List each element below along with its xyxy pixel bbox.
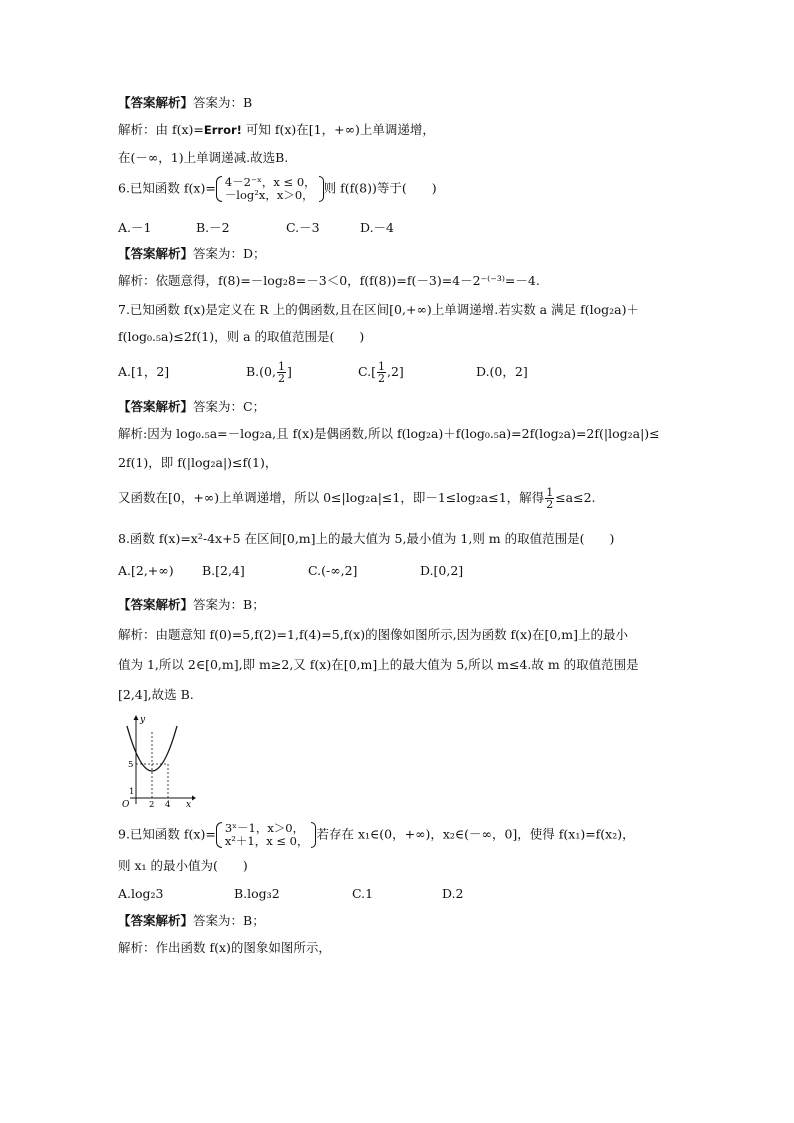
option-d: D.[0,2] xyxy=(420,563,464,578)
explanation-line: [2,4],故选 B. xyxy=(118,687,194,702)
option-b: B.[2,4] xyxy=(202,563,245,578)
question-text: 9.已知函数 f(x)= xyxy=(118,826,216,842)
option-a: A.[1，2] xyxy=(118,364,170,379)
option-c: C.－3 xyxy=(286,220,320,235)
piecewise-case: 4－2⁻ˣ，x ≤ 0， xyxy=(224,175,316,189)
answer-tag: 【答案解析】 xyxy=(118,597,194,612)
question-7-options xyxy=(118,361,528,384)
fraction-denominator: 2 xyxy=(546,498,554,511)
piecewise-function xyxy=(216,822,317,848)
fraction xyxy=(277,361,286,384)
option-b xyxy=(246,361,358,384)
question-text: 若存在 x₁∈(0，+∞)，x₂∈(－∞，0]，使得 f(x₁)=f(x₂)， xyxy=(316,826,635,842)
option-a: A.－1 xyxy=(118,220,152,235)
fraction-numerator: 1 xyxy=(377,360,385,373)
answer-tag: 【答案解析】 xyxy=(118,95,194,110)
x-axis-label: x xyxy=(186,800,192,808)
question-9-stem xyxy=(118,822,635,848)
option-a: A.log₂3 xyxy=(118,886,164,901)
option-c: C.1 xyxy=(352,886,374,901)
y-axis-arrow-icon xyxy=(134,715,139,720)
tick-label-x4: 4 xyxy=(165,800,171,808)
explanation-line: 解析：作出函数 f(x)的图象如图所示， xyxy=(118,940,331,955)
piecewise-case: －log²x，x＞0， xyxy=(224,188,314,202)
question-6-options xyxy=(118,220,394,236)
x-axis-arrow-icon xyxy=(192,796,196,801)
option-c: C.(-∞,2] xyxy=(308,563,358,578)
explanation-line xyxy=(118,487,596,510)
explanation-line: 解析：依题意得，f(8)=－log₂8=－3＜0，f(f(8))=f(－3)=4－2⁻⁽⁻³⁾=－4. xyxy=(118,273,540,288)
option-text: ,2] xyxy=(386,364,404,379)
answer-tag: 【答案解析】 xyxy=(118,913,194,928)
piecewise-function xyxy=(216,176,324,202)
tick-label-y1: 1 xyxy=(129,787,135,797)
piecewise-case: x²＋1，x ≤ 0， xyxy=(224,834,309,848)
tick-label-y5: 5 xyxy=(128,760,134,770)
answer-line-9 xyxy=(118,913,265,929)
option-a: A.[2,+∞) xyxy=(118,563,174,578)
option-b: B.－2 xyxy=(196,220,230,235)
answer-line-7 xyxy=(118,399,265,415)
explanation-text: ≤a≤2. xyxy=(555,490,596,505)
origin-label: O xyxy=(122,800,130,808)
fraction-numerator: 1 xyxy=(546,486,554,499)
answer-text: 答案为：B； xyxy=(193,597,265,612)
explanation-line: 解析:因为 log₀.₅a=－log₂a,且 f(x)是偶函数,所以 f(log₂a)＋f(log₀.₅a)=2f(log₂a)=2f(|log₂a|)≤ xyxy=(118,426,660,441)
fraction-denominator: 2 xyxy=(277,372,285,385)
option-text: C.[ xyxy=(358,364,376,379)
answer-text: 答案为：B xyxy=(193,95,253,110)
explanation-line: 解析：由题意知 f(0)=5,f(2)=1,f(4)=5,f(x)的图像如图所示,因为函数 f(x)在[0,m]上的最小 xyxy=(118,627,629,642)
question-text: 则 f(f(8))等于( ) xyxy=(323,180,437,196)
explanation-line xyxy=(118,122,435,138)
fraction xyxy=(377,361,386,384)
option-d: D.－4 xyxy=(360,220,395,235)
question-6-stem xyxy=(118,176,437,202)
option-text: ] xyxy=(286,364,292,379)
option-c xyxy=(358,361,476,384)
parabola-figure xyxy=(116,712,196,808)
answer-text: 答案为：D； xyxy=(193,246,266,261)
explanation-text: 解析：由 f(x)= xyxy=(118,122,204,137)
fraction-denominator: 2 xyxy=(377,372,385,385)
answer-text: 答案为：C； xyxy=(193,399,266,414)
option-d: D.(0，2] xyxy=(476,364,528,379)
fraction-numerator: 1 xyxy=(277,360,285,373)
question-9-stem: 则 x₁ 的最小值为( ) xyxy=(118,858,248,873)
question-text: 6.已知函数 f(x)= xyxy=(118,180,216,196)
question-9-options xyxy=(118,886,464,902)
option-b: B.log₃2 xyxy=(234,886,280,901)
fraction xyxy=(545,487,554,510)
question-8-options xyxy=(118,563,463,579)
piecewise-case: 3ˣ－1，x＞0， xyxy=(224,821,305,835)
y-axis-label: y xyxy=(140,715,146,725)
explanation-line: 2f(1)，即 f(|log₂a|)≤f(1)， xyxy=(118,455,278,470)
answer-tag: 【答案解析】 xyxy=(118,399,194,414)
explanation-text: 又函数在[0，+∞)上单调递增，所以 0≤|log₂a|≤1，即－1≤log₂a≤1，解得 xyxy=(118,490,545,505)
option-d: D.2 xyxy=(442,886,464,901)
tick-label-x2: 2 xyxy=(149,800,155,808)
explanation-text: 可知 f(x)在[1，+∞)上单调递增， xyxy=(241,122,435,137)
question-8-stem: 8.函数 f(x)=x²-4x+5 在区间[0,m]上的最大值为 5,最小值为 1,则 m 的取值范围是( ) xyxy=(118,531,615,546)
answer-line-6 xyxy=(118,246,266,262)
question-7-stem: 7.已知函数 f(x)是定义在 R 上的偶函数,且在区间[0,+∞)上单调递增.若实数 a 满足 f(log₂a)＋ xyxy=(118,302,639,317)
explanation-line: 在(－∞，1)上单调递减.故选B. xyxy=(118,150,289,165)
explanation-line: 值为 1,所以 2∈[0,m],即 m≥2,又 f(x)在[0,m]上的最大值为 5,所以 m≤4.故 m 的取值范围是 xyxy=(118,657,639,672)
error-marker: Error! xyxy=(203,123,242,137)
question-7-stem: f(log₀.₅a)≤2f(1)，则 a 的取值范围是( ) xyxy=(118,329,365,344)
answer-text: 答案为：B； xyxy=(193,913,265,928)
answer-line-5 xyxy=(118,95,252,111)
answer-line-8 xyxy=(118,597,265,613)
answer-tag: 【答案解析】 xyxy=(118,246,194,261)
option-text: B.(0, xyxy=(246,364,276,379)
